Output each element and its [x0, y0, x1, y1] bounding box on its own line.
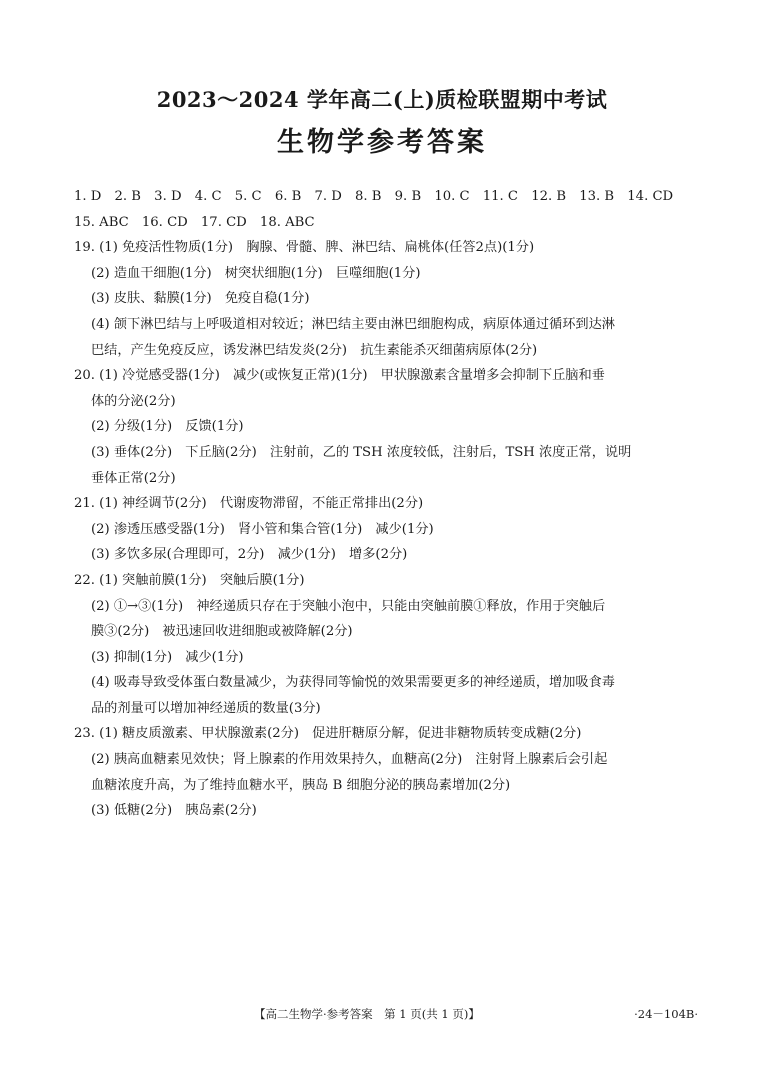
answer-line: 巴结，产生免疫反应，诱发淋巴结发炎(2分) 抗生素能杀灭细菌病原体(2分): [91, 342, 538, 358]
page-footer: [0, 1004, 764, 1024]
footer-code: ·24－104B·: [634, 1007, 698, 1021]
answer-line: 1. D 2. B 3. D 4. C 5. C 6. B 7. D 8. B 9. B 10. C 11. C 12. B 13. B 14. CD: [74, 189, 674, 204]
answer-line: 19. (1) 免疫活性物质(1分) 胸腺、骨髓、脾、淋巴结、扁桃体(任答2点)(1分): [74, 240, 535, 256]
answer-line: (3) 抑制(1分) 减少(1分): [91, 649, 244, 665]
answer-line: (2) 造血干细胞(1分) 树突状细胞(1分) 巨噬细胞(1分): [91, 265, 421, 281]
answer-key-title: 生物学参考答案: [277, 127, 487, 158]
answer-line: (3) 低糖(2分) 胰岛素(2分): [91, 803, 257, 819]
answer-line: (2) ①→③(1分) 神经递质只存在于突触小泡中，只能由突触前膜①释放，作用于突触后: [91, 598, 606, 614]
answer-line: (4) 颌下淋巴结与上呼吸道相对较近；淋巴结主要由淋巴细胞构成，病原体通过循环到达淋: [91, 316, 615, 332]
answer-line: (3) 多饮多尿(合理即可，2分) 减少(1分) 增多(2分): [91, 547, 408, 563]
answer-line: 22. (1) 突触前膜(1分) 突触后膜(1分): [74, 572, 305, 588]
answer-line: (3) 垂体(2分) 下丘脑(2分) 注射前，乙的 TSH 浓度较低，注射后，TSH 浓度正常，说明: [91, 444, 632, 460]
answer-line: (2) 胰高血糖素见效快；肾上腺素的作用效果持久，血糖高(2分) 注射肾上腺素后会引起: [91, 752, 608, 768]
answer-line: 垂体正常(2分): [91, 470, 176, 486]
answer-line: 20. (1) 冷觉感受器(1分) 减少(或恢复正常)(1分) 甲状腺激素含量增多会抑制下丘脑和垂: [74, 368, 605, 384]
exam-title: 2023～2024 学年高二(上)质检联盟期中考试: [156, 87, 608, 112]
answer-line: (2) 渗透压感受器(1分) 肾小管和集合管(1分) 减少(1分): [91, 521, 434, 537]
answer-line: (3) 皮肤、黏膜(1分) 免疫自稳(1分): [91, 291, 310, 307]
footer-page-info: 【高二生物学·参考答案 第 1 页(共 1 页)】: [254, 1007, 480, 1021]
answer-line: 品的剂量可以增加神经递质的数量(3分): [91, 700, 321, 716]
answer-line: 23. (1) 糖皮质激素、甲状腺激素(2分) 促进肝糖原分解，促进非糖物质转变成糖(2分): [74, 726, 582, 742]
answer-line: 血糖浓度升高，为了维持血糖水平，胰岛 B 细胞分泌的胰岛素增加(2分): [91, 777, 511, 793]
answer-line: (4) 吸毒导致受体蛋白数量减少，为获得同等愉悦的效果需要更多的神经递质，增加吸食毒: [91, 675, 615, 691]
answer-line: 体的分泌(2分): [91, 393, 176, 409]
answer-line: (2) 分级(1分) 反馈(1分): [91, 419, 244, 435]
answer-line: 膜③(2分) 被迅速回收进细胞或被降解(2分): [91, 624, 353, 640]
answer-content: [74, 184, 700, 824]
answer-line: 15. ABC 16. CD 17. CD 18. ABC: [74, 214, 315, 230]
answer-line: 21. (1) 神经调节(2分) 代谢废物滞留，不能正常排出(2分): [74, 496, 424, 512]
